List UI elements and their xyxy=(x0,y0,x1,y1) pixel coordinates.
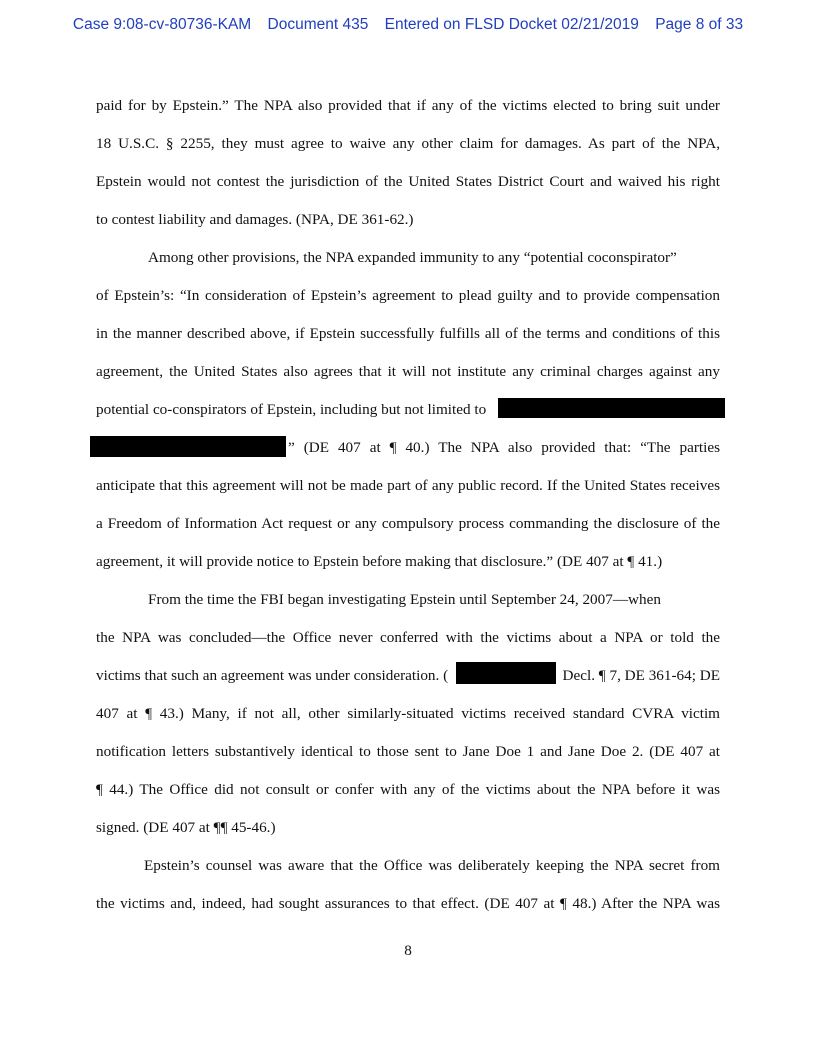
text-line: the victims and, indeed, had sought assurances to that effect. (DE 407 at ¶ 48.) After the NPA was xyxy=(96,895,720,912)
text-line: ” (DE 407 at ¶ 40.) The NPA also provided that: “The parties xyxy=(288,439,720,456)
text-line: to contest liability and damages. (NPA, DE 361-62.) xyxy=(96,211,414,228)
redaction-bar xyxy=(90,436,286,457)
text-line: signed. (DE 407 at ¶¶ 45-46.) xyxy=(96,819,276,836)
redaction-bar xyxy=(498,398,725,418)
document-number: Document 435 xyxy=(267,16,369,33)
text-line: in the manner described above, if Epstein successfully fulfills all of the terms and conditions of this xyxy=(96,325,720,342)
text-line: agreement, the United States also agrees that it will not institute any criminal charges against any xyxy=(96,363,720,380)
text-line: victims that such an agreement was under consideration. ( xyxy=(96,667,449,684)
text-line: paid for by Epstein.” The NPA also provided that if any of the victims elected to bring suit under xyxy=(96,97,720,114)
text-line: the NPA was concluded—the Office never conferred with the victims about a NPA or told the xyxy=(96,629,720,646)
text-line: Epstein would not contest the jurisdiction of the United States District Court and waived his right xyxy=(96,173,720,190)
text-line: a Freedom of Information Act request or any compulsory process commanding the disclosure of the xyxy=(96,515,720,532)
text-line: potential co-conspirators of Epstein, including but not limited to xyxy=(96,401,487,418)
redaction-bar xyxy=(456,662,556,684)
text-line: Decl. ¶ 7, DE 361-64; DE xyxy=(562,667,720,684)
text-line: of Epstein’s: “In consideration of Epstein’s agreement to plead guilty and to provide compensation xyxy=(96,287,720,304)
text-line: Epstein’s counsel was aware that the Office was deliberately keeping the NPA secret from xyxy=(144,857,720,874)
case-number: Case 9:08-cv-80736-KAM xyxy=(72,16,252,33)
text-line: Among other provisions, the NPA expanded immunity to any “potential coconspirator” xyxy=(148,249,677,266)
text-line: 18 U.S.C. § 2255, they must agree to waive any other claim for damages. As part of the NPA, xyxy=(96,135,720,152)
text-line: anticipate that this agreement will not be made part of any public record. If the United States receives xyxy=(96,477,720,494)
docket-header xyxy=(0,16,816,34)
text-line: From the time the FBI began investigating Epstein until September 24, 2007—when xyxy=(148,591,661,608)
page-indicator: Page 8 of 33 xyxy=(655,16,744,33)
docket-entry: Entered on FLSD Docket 02/21/2019 xyxy=(384,16,639,33)
text-line: notification letters substantively identical to those sent to Jane Doe 1 and Jane Doe 2. (DE 407 at xyxy=(96,743,720,760)
page-number: 8 xyxy=(404,942,412,959)
text-line: agreement, it will provide notice to Epstein before making that disclosure.” (DE 407 at ¶ 41.) xyxy=(96,553,663,570)
text-line: 407 at ¶ 43.) Many, if not all, other similarly-situated victims received standard CVRA victim xyxy=(96,705,720,722)
text-line: ¶ 44.) The Office did not consult or confer with any of the victims about the NPA before it was xyxy=(96,781,720,798)
